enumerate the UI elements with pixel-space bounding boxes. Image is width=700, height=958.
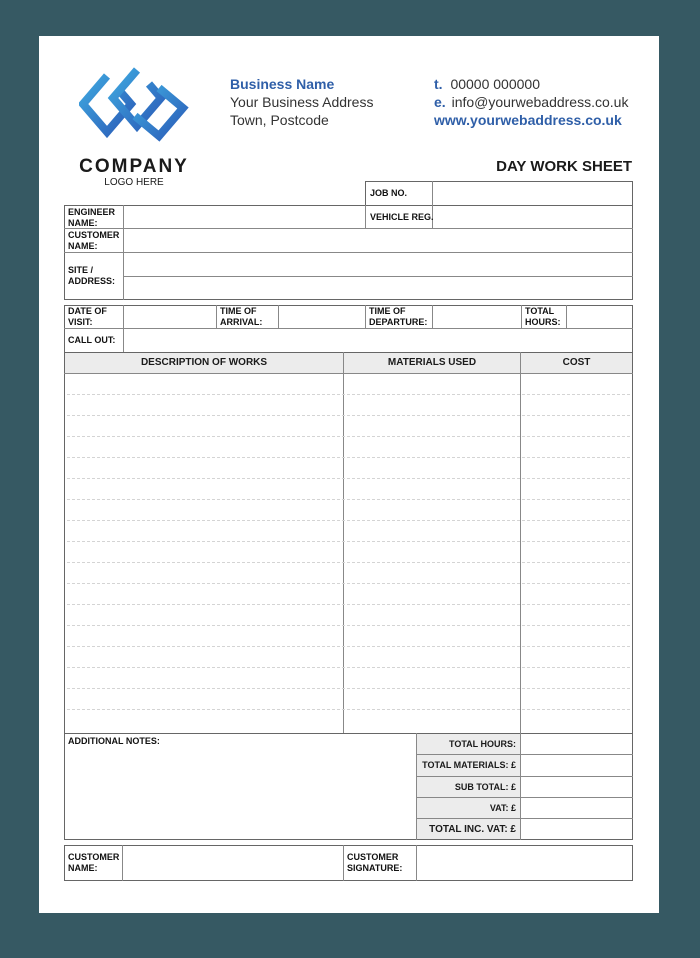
total-materials-value-input[interactable]: [521, 755, 632, 776]
description-input-area[interactable]: [65, 374, 343, 733]
sub-total-label: SUB TOTAL: £: [417, 777, 520, 797]
logo-tagline: LOGO HERE: [104, 177, 164, 188]
company-logo-icon: [79, 64, 189, 152]
vat-value-input[interactable]: [521, 798, 632, 818]
date-of-visit-label: DATE OF VISIT:: [68, 306, 107, 327]
time-of-departure-input[interactable]: [433, 306, 520, 327]
total-inc-vat-label: TOTAL INC. VAT: £: [417, 819, 520, 839]
business-name: Business Name: [230, 76, 335, 92]
cost-input-area[interactable]: [521, 374, 632, 733]
phone-prefix: t.: [434, 76, 443, 92]
business-town: Town, Postcode: [230, 112, 329, 128]
customer-signature-input[interactable]: [417, 846, 632, 880]
business-address: Your Business Address: [230, 94, 374, 110]
sub-total-value-input[interactable]: [521, 777, 632, 797]
customer-name-input[interactable]: [124, 229, 632, 251]
email-address: info@yourwebaddress.co.uk: [451, 94, 629, 110]
company-name: COMPANY: [79, 156, 189, 177]
call-out-input[interactable]: [124, 329, 632, 352]
vat-label: VAT: £: [417, 798, 520, 818]
materials-header: MATERIALS USED: [344, 353, 520, 373]
footer-customer-name-label: CUSTOMER NAME:: [68, 852, 120, 873]
additional-notes-label: ADDITIONAL NOTES:: [68, 736, 160, 746]
time-of-arrival-input[interactable]: [279, 306, 364, 327]
total-hours-row-label: TOTAL HOURS:: [417, 734, 520, 754]
customer-name-label: CUSTOMER NAME:: [68, 230, 120, 251]
phone-line: [434, 76, 540, 92]
site-address-label: SITE / ADDRESS:: [68, 265, 116, 286]
total-hours-input[interactable]: [567, 306, 632, 327]
engineer-name-label: ENGINEER NAME:: [68, 207, 116, 228]
call-out-label: CALL OUT:: [68, 335, 116, 345]
sheet-title: DAY WORK SHEET: [496, 158, 632, 175]
time-of-arrival-label: TIME OF ARRIVAL:: [220, 306, 263, 327]
vehicle-reg-input[interactable]: [433, 206, 632, 228]
website-link[interactable]: www.yourwebaddress.co.uk: [434, 112, 622, 128]
site-address-input[interactable]: [124, 253, 632, 299]
date-of-visit-input[interactable]: [124, 306, 215, 327]
job-no-label: JOB NO.: [370, 188, 408, 198]
total-hours-value-input[interactable]: [521, 734, 632, 754]
materials-input-area[interactable]: [344, 374, 520, 733]
phone-number: 00000 000000: [450, 76, 540, 92]
email-line: [434, 94, 628, 110]
cost-header: COST: [521, 353, 632, 373]
work-sheet-page: [39, 36, 659, 913]
description-header: DESCRIPTION OF WORKS: [65, 353, 343, 373]
footer-customer-name-input[interactable]: [123, 846, 342, 880]
time-of-departure-label: TIME OF DEPARTURE:: [369, 306, 428, 327]
engineer-name-input[interactable]: [124, 206, 364, 228]
additional-notes-input[interactable]: [65, 748, 415, 839]
total-inc-vat-value-input[interactable]: [521, 819, 632, 839]
vehicle-reg-label: VEHICLE REG.: [370, 212, 434, 222]
email-prefix: e.: [434, 94, 446, 110]
total-materials-label: TOTAL MATERIALS: £: [417, 755, 520, 776]
total-hours-label: TOTAL HOURS:: [525, 306, 561, 327]
customer-signature-label: CUSTOMER SIGNATURE:: [347, 852, 403, 873]
